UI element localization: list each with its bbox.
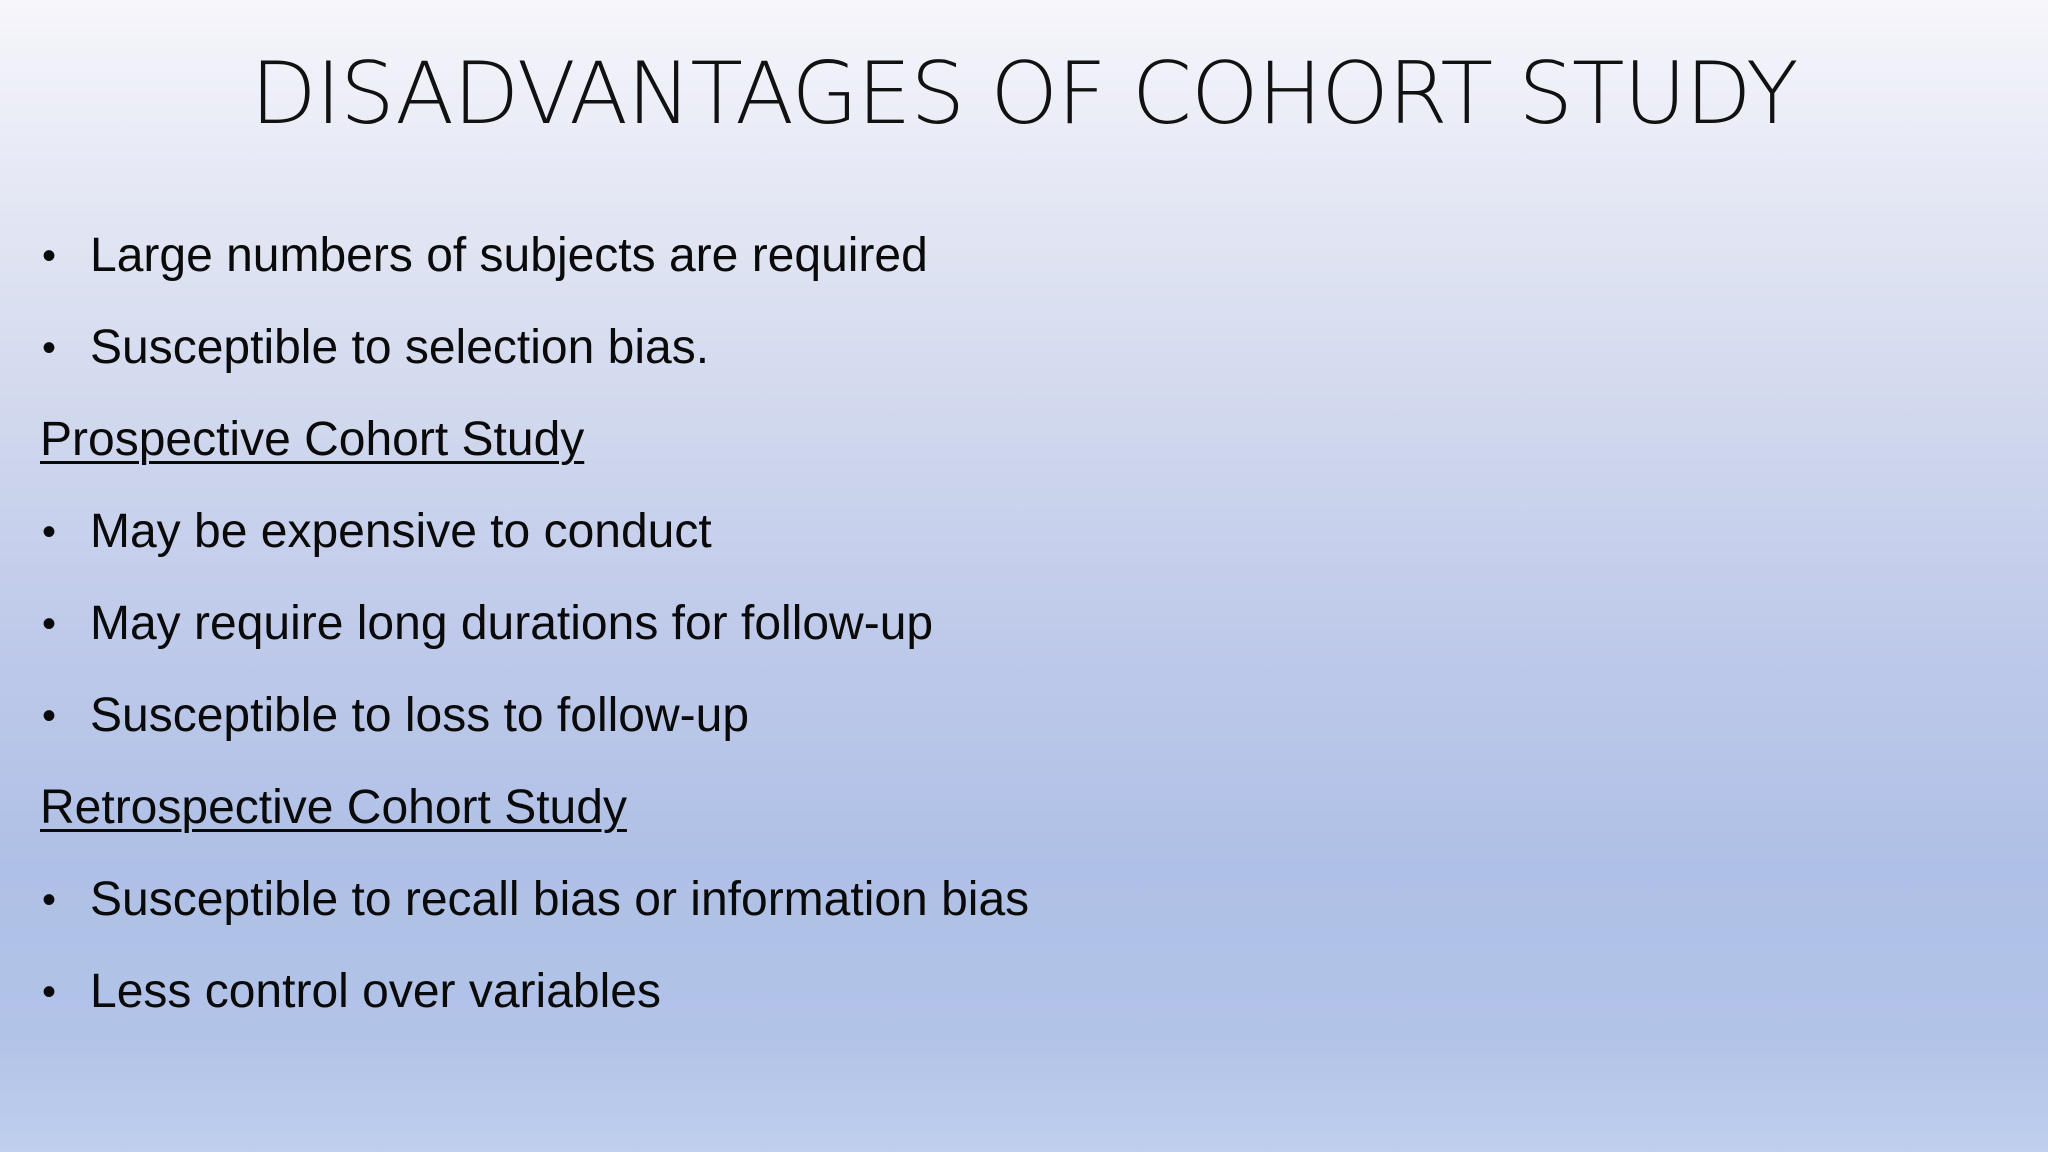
slide-content bbox=[40, 210, 1940, 1038]
list-item bbox=[40, 302, 1940, 394]
list-item bbox=[40, 946, 1940, 1038]
list-item bbox=[40, 578, 1940, 670]
list-item bbox=[40, 210, 1940, 302]
bullet-icon: • bbox=[42, 602, 57, 646]
section-heading-text: Retrospective Cohort Study bbox=[40, 781, 627, 834]
bullet-icon: • bbox=[42, 694, 57, 738]
list-item-text: Susceptible to selection bias. bbox=[90, 321, 710, 374]
section-heading-prospective bbox=[40, 394, 1940, 486]
bullet-icon: • bbox=[42, 878, 57, 922]
list-item bbox=[40, 670, 1940, 762]
section-heading-text: Prospective Cohort Study bbox=[40, 413, 585, 466]
bullet-icon: • bbox=[42, 326, 57, 370]
slide-title: DISADVANTAGES OF COHORT STUDY bbox=[250, 44, 1798, 144]
list-item-text: Susceptible to recall bias or information bias bbox=[90, 873, 1030, 926]
section-heading-retrospective bbox=[40, 762, 1940, 854]
list-item-text: Large numbers of subjects are required bbox=[90, 229, 928, 282]
list-item-text: Susceptible to loss to follow-up bbox=[90, 689, 750, 742]
list-item bbox=[40, 854, 1940, 946]
list-item-text: Less control over variables bbox=[90, 965, 661, 1018]
bullet-icon: • bbox=[42, 234, 57, 278]
bullet-icon: • bbox=[42, 510, 57, 554]
bullet-icon: • bbox=[42, 970, 57, 1014]
list-item-text: May require long durations for follow-up bbox=[90, 597, 934, 650]
list-item-text: May be expensive to conduct bbox=[90, 505, 712, 558]
list-item bbox=[40, 486, 1940, 578]
